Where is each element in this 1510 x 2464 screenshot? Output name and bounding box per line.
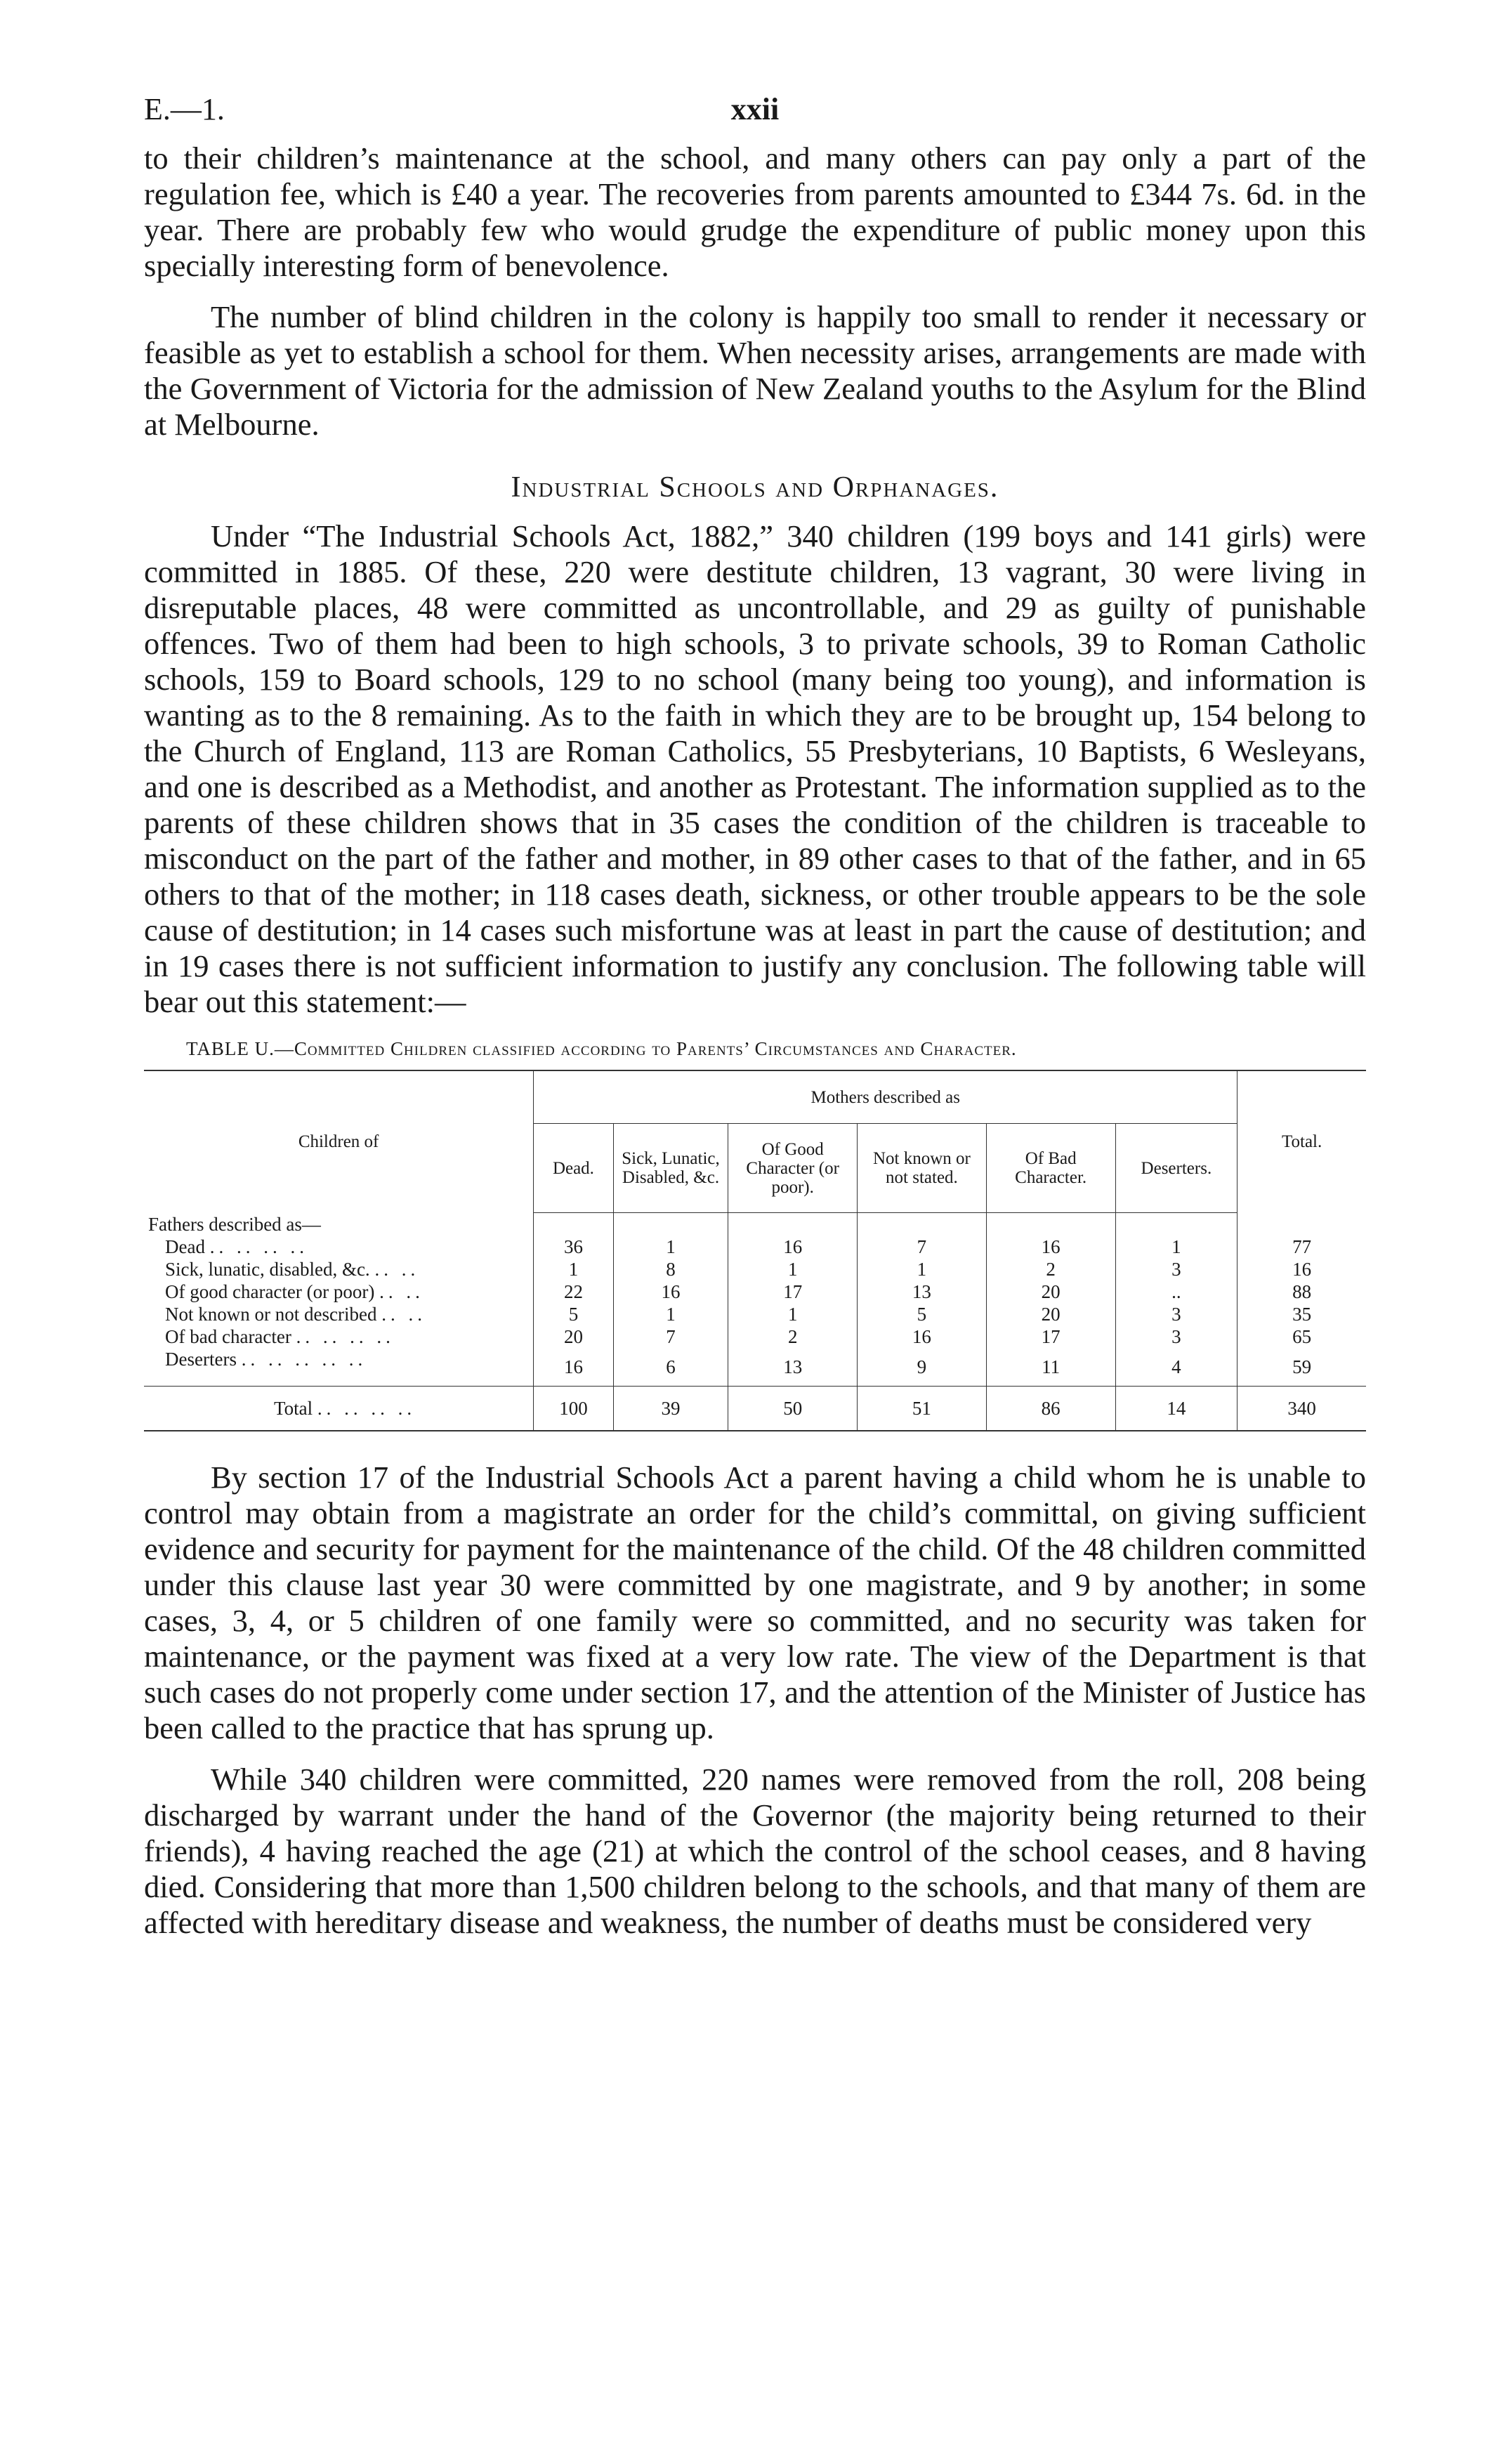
column-header-total: Total.	[1237, 1070, 1366, 1213]
column-header: Not known or not stated.	[858, 1124, 987, 1213]
paragraph-section-17: By section 17 of the Industrial Schools Act a parent having a child whom he is unable to control may obtain from a magistrate an order for the child’s committal, on giving sufficient evidence and security for payment for the maintenance of the child. Of the 48 children committed under this clause last year 30 were committed by one magistrate, and 9 by another; in some cases, 3, 4, or 5 children of one family were so committed, and no security was taken for maintenance, or the payment was fixed at a very low rate. The view of the Department is that such cases do not properly come under section 17, and the attention of the Minister of Justice has been called to the practice that has sprung up.	[144, 1459, 1366, 1745]
total-cell: 50	[728, 1386, 858, 1431]
table-cell-total: 16	[1237, 1258, 1366, 1280]
row-label: Of bad character	[165, 1325, 291, 1347]
grand-total-cell: 340	[1237, 1386, 1366, 1431]
table-cell: 20	[986, 1280, 1115, 1303]
leader-dots: .. ..	[374, 1258, 420, 1280]
table-cell-total: 35	[1237, 1303, 1366, 1325]
table-cell: 5	[534, 1303, 613, 1325]
table-cell-total: 77	[1237, 1236, 1366, 1258]
table-cell: 3	[1115, 1325, 1237, 1348]
paragraph-removals: While 340 children were committed, 220 names were removed from the roll, 208 being discharged by warrant under the hand of the Governor (the majority being returned to their friends), 4 having reached the age (21) at which the control of the school ceases, and 8 having died. Considering that more than 1,500 children belong to the schools, and that many of them are affected with hereditary disease and weakness, the number of deaths must be considered very	[144, 1761, 1366, 1940]
table-cell: 2	[728, 1325, 858, 1348]
table-cell: 20	[534, 1325, 613, 1348]
paragraph-blind-children: The number of blind children in the colony is happily too small to render it necessary or feasible as yet to establish a school for them. When necessity arises, arrangements are made with the Government of Victoria for the admission of New Zealand youths to the Asylum for the Blind at Melbourne.	[144, 299, 1366, 442]
page-header	[144, 91, 1366, 140]
table-cell: 9	[858, 1348, 987, 1387]
table-cell: 11	[986, 1348, 1115, 1387]
table-cell: 20	[986, 1303, 1115, 1325]
table-cell: 1	[1115, 1236, 1237, 1258]
table-cell: 1	[534, 1258, 613, 1280]
total-cell: 39	[613, 1386, 728, 1431]
leader-dots: .. ..	[381, 1303, 426, 1325]
table-cell: 3	[1115, 1258, 1237, 1280]
leader-dots: .. .. .. ..	[296, 1325, 395, 1347]
column-header: Of Good Character (or poor).	[728, 1124, 858, 1213]
total-cell: 100	[534, 1386, 613, 1431]
row-label: Sick, lunatic, disabled, &c.	[165, 1258, 370, 1280]
row-header: Children of	[298, 1132, 379, 1152]
total-cell: 51	[858, 1386, 987, 1431]
table-cell: 13	[858, 1280, 987, 1303]
table-cell: 7	[613, 1325, 728, 1348]
leader-dots: .. .. .. ..	[209, 1236, 308, 1257]
page-number: xxii	[730, 92, 780, 126]
table-row	[144, 1325, 1366, 1348]
committed-children-table	[144, 1070, 1366, 1431]
table-cell: 3	[1115, 1303, 1237, 1325]
fathers-label: Fathers described as—	[148, 1213, 321, 1235]
table-cell: 16	[613, 1280, 728, 1303]
table-cell-total: 88	[1237, 1280, 1366, 1303]
table-cell: 16	[728, 1236, 858, 1258]
table-cell: 22	[534, 1280, 613, 1303]
column-header: Of Bad Character.	[986, 1124, 1115, 1213]
row-label: Of good character (or poor)	[165, 1280, 375, 1302]
table-cell: 13	[728, 1348, 858, 1387]
table-row	[144, 1348, 1366, 1387]
table-cell: 8	[613, 1258, 728, 1280]
table-cell: 1	[858, 1258, 987, 1280]
row-label: Not known or not described	[165, 1303, 377, 1325]
table-cell: 1	[728, 1303, 858, 1325]
table-cell: 1	[613, 1303, 728, 1325]
column-header: Sick, Lunatic, Disabled, &c.	[613, 1124, 728, 1213]
table-cell: 5	[858, 1303, 987, 1325]
table-row	[144, 1236, 1366, 1258]
table-cell: ..	[1115, 1280, 1237, 1303]
table-cell: 16	[534, 1348, 613, 1387]
table-cell: 2	[986, 1258, 1115, 1280]
table-cell: 4	[1115, 1348, 1237, 1387]
section-heading: Industrial Schools and Orphanages.	[511, 471, 999, 504]
leader-dots: .. .. .. .. ..	[241, 1348, 367, 1370]
total-label: Total	[274, 1397, 313, 1419]
table-title: TABLE U.—Committed Children classified according to Parents’ Circumstances and Character.	[186, 1038, 1017, 1059]
column-header: Deserters.	[1115, 1124, 1237, 1213]
leader-dots: .. ..	[379, 1280, 424, 1302]
total-cell: 86	[986, 1386, 1115, 1431]
row-label: Deserters	[165, 1348, 237, 1370]
table-cell: 16	[858, 1325, 987, 1348]
document-page	[144, 91, 1366, 1956]
table-row	[144, 1303, 1366, 1325]
table-cell-total: 65	[1237, 1325, 1366, 1348]
paragraph-industrial-schools: Under “The Industrial Schools Act, 1882,” 340 children (199 boys and 141 girls) were committed in 1885. Of these, 220 were destitute children, 13 vagrant, 30 were living in disreputable places, 48 were committed as uncontrollable, and 29 as guilty of punishable offences. Two of them had been to high schools, 3 to private schools, 39 to Roman Catholic schools, 159 to Board schools, 129 to no school (many being too young), and information is wanting as to the 8 remaining. As to the faith in which they are to be brought up, 154 belong to the Church of England, 113 are Roman Catholics, 55 Presbyterians, 10 Baptists, 6 Wesleyans, and one is described as a Methodist, and another as Protestant. The information supplied as to the parents of these children shows that in 35 cases the condition of the children is traceable to misconduct on the part of the father and mother, in 89 other cases to that of the father, and in 65 others to that of the mother; in 118 cases death, sickness, or other trouble appears to be the sole cause of destitution; in 14 cases such misfortune was at least in part the cause of destitution; and in 19 cases there is not sufficient information to justify any conclusion. The following table will bear out this statement:—	[144, 518, 1366, 1019]
paragraph-benevolence: to their children’s maintenance at the school, and many others can pay only a part of the regulation fee, which is £40 a year. The recoveries from parents amounted to £344 7s. 6d. in the year. There are probably few who would grudge the expenditure of public money upon this specially interesting form of benevolence.	[144, 140, 1366, 283]
group-header-mothers: Mothers described as	[534, 1070, 1237, 1124]
total-cell: 14	[1115, 1386, 1237, 1431]
table-cell: 16	[986, 1236, 1115, 1258]
table-cell-total: 59	[1237, 1348, 1366, 1387]
table-cell: 6	[613, 1348, 728, 1387]
table-cell: 36	[534, 1236, 613, 1258]
table-cell: 17	[728, 1280, 858, 1303]
table-cell: 1	[613, 1236, 728, 1258]
table-cell: 1	[728, 1258, 858, 1280]
document-code: E.—1.	[144, 92, 225, 126]
table-cell: 7	[858, 1236, 987, 1258]
row-label: Dead	[165, 1236, 205, 1257]
table-row	[144, 1258, 1366, 1280]
column-header: Dead.	[534, 1124, 613, 1213]
table-cell: 17	[986, 1325, 1115, 1348]
table-row	[144, 1280, 1366, 1303]
leader-dots: .. .. .. ..	[317, 1397, 416, 1419]
table-total-row	[144, 1386, 1366, 1431]
